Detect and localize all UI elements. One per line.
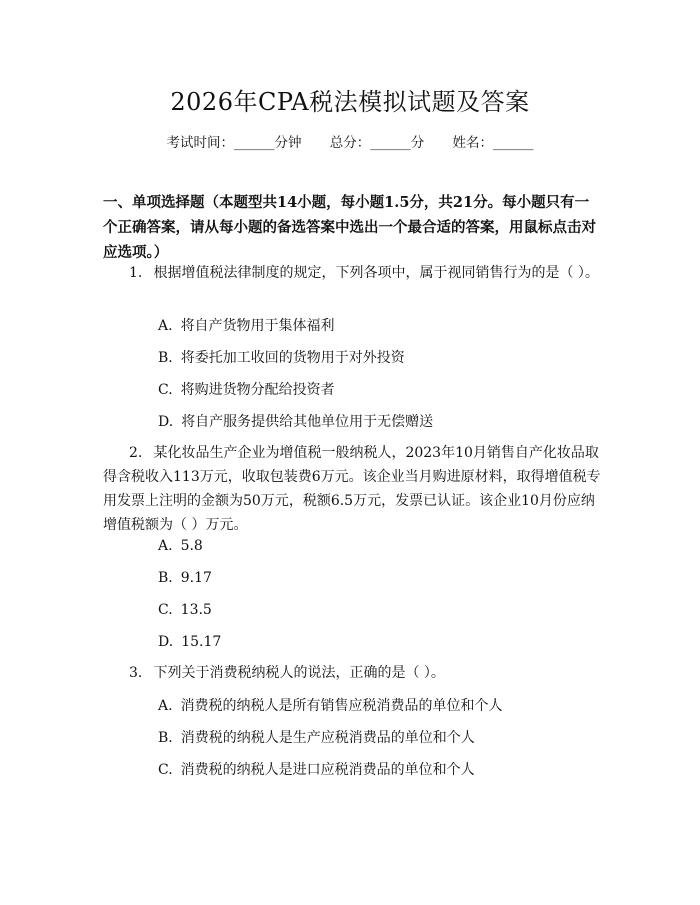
question-3-option-a[interactable] bbox=[158, 694, 598, 718]
exam-time-unit: 分钟 bbox=[274, 135, 302, 151]
option-letter: B. bbox=[158, 570, 173, 586]
total-score-unit: 分 bbox=[410, 135, 425, 151]
name-label: 姓名： bbox=[452, 135, 494, 151]
question-1 bbox=[103, 261, 603, 285]
option-letter: C. bbox=[158, 382, 173, 398]
option-text: 将委托加工收回的货物用于对外投资 bbox=[180, 350, 405, 366]
exam-meta bbox=[0, 131, 700, 151]
option-text: 9.17 bbox=[180, 570, 212, 586]
option-text: 15.17 bbox=[181, 634, 222, 650]
exam-time-label: 考试时间： bbox=[166, 135, 234, 151]
option-text: 消费税的纳税人是进口应税消费品的单位和个人 bbox=[180, 762, 475, 778]
exam-time-blank: ______ bbox=[233, 135, 275, 151]
total-score-field bbox=[330, 135, 425, 151]
question-1-text: 根据增值税法律制度的规定，下列各项中，属于视同销售行为的是（ ）。 bbox=[153, 265, 599, 281]
option-text: 将自产货物用于集体福利 bbox=[180, 318, 335, 334]
option-letter: D. bbox=[158, 634, 174, 650]
option-text: 将自产服务提供给其他单位用于无偿赠送 bbox=[181, 414, 434, 430]
question-3-option-b[interactable] bbox=[158, 726, 598, 750]
question-2-text: 某化妆品生产企业为增值税一般纳税人，2023年10月销售自产化妆品取得含税收入113万元，收取包装费6万元。该企业当月购进原材料，取得增值税专用发票上注明的金额为50万元，税额6.5万元，发票已认证。该企业10月份应纳增值税额为（ ）万元。 bbox=[103, 445, 601, 533]
name-blank: ______ bbox=[493, 135, 534, 151]
question-1-number: 1. bbox=[129, 265, 143, 281]
page-title: 2026年CPA税法模拟试题及答案 bbox=[170, 88, 530, 116]
option-letter: A. bbox=[158, 538, 173, 554]
option-text: 消费税的纳税人是生产应税消费品的单位和个人 bbox=[180, 730, 475, 746]
question-2-option-d[interactable] bbox=[158, 630, 598, 654]
option-text: 5.8 bbox=[180, 538, 203, 554]
section-heading: 一、单项选择题（本题型共14小题，每小题1.5分，共21分。每小题只有一个正确答案，请从每小题的备选答案中选出一个最合适的答案，用鼠标点击对应选项。） bbox=[103, 194, 596, 261]
question-3 bbox=[103, 661, 603, 685]
question-2-option-b[interactable] bbox=[158, 566, 598, 590]
option-letter: C. bbox=[158, 602, 173, 618]
option-letter: B. bbox=[158, 730, 173, 746]
option-text: 消费税的纳税人是所有销售应税消费品的单位和个人 bbox=[180, 698, 503, 714]
exam-time-field bbox=[166, 135, 301, 151]
question-1-option-a[interactable] bbox=[158, 314, 598, 338]
question-2 bbox=[103, 441, 603, 537]
question-1-option-b[interactable] bbox=[158, 346, 598, 370]
question-2-number: 2. bbox=[129, 445, 143, 461]
question-3-text: 下列关于消费税纳税人的说法，正确的是（ ）。 bbox=[153, 665, 445, 681]
total-score-blank: ______ bbox=[370, 135, 411, 151]
question-3-option-c[interactable] bbox=[158, 758, 598, 782]
question-1-option-d[interactable] bbox=[158, 410, 598, 434]
total-score-label: 总分： bbox=[329, 135, 371, 151]
option-letter: C. bbox=[158, 762, 173, 778]
question-2-option-c[interactable] bbox=[158, 598, 598, 622]
name-field bbox=[453, 135, 534, 151]
question-3-number: 3. bbox=[129, 665, 143, 681]
option-letter: A. bbox=[158, 698, 173, 714]
option-text: 13.5 bbox=[180, 602, 212, 618]
option-letter: D. bbox=[158, 414, 174, 430]
question-2-option-a[interactable] bbox=[158, 534, 598, 558]
option-letter: A. bbox=[158, 318, 173, 334]
option-text: 将购进货物分配给投资者 bbox=[180, 382, 335, 398]
option-letter: B. bbox=[158, 350, 173, 366]
question-1-option-c[interactable] bbox=[158, 378, 598, 402]
